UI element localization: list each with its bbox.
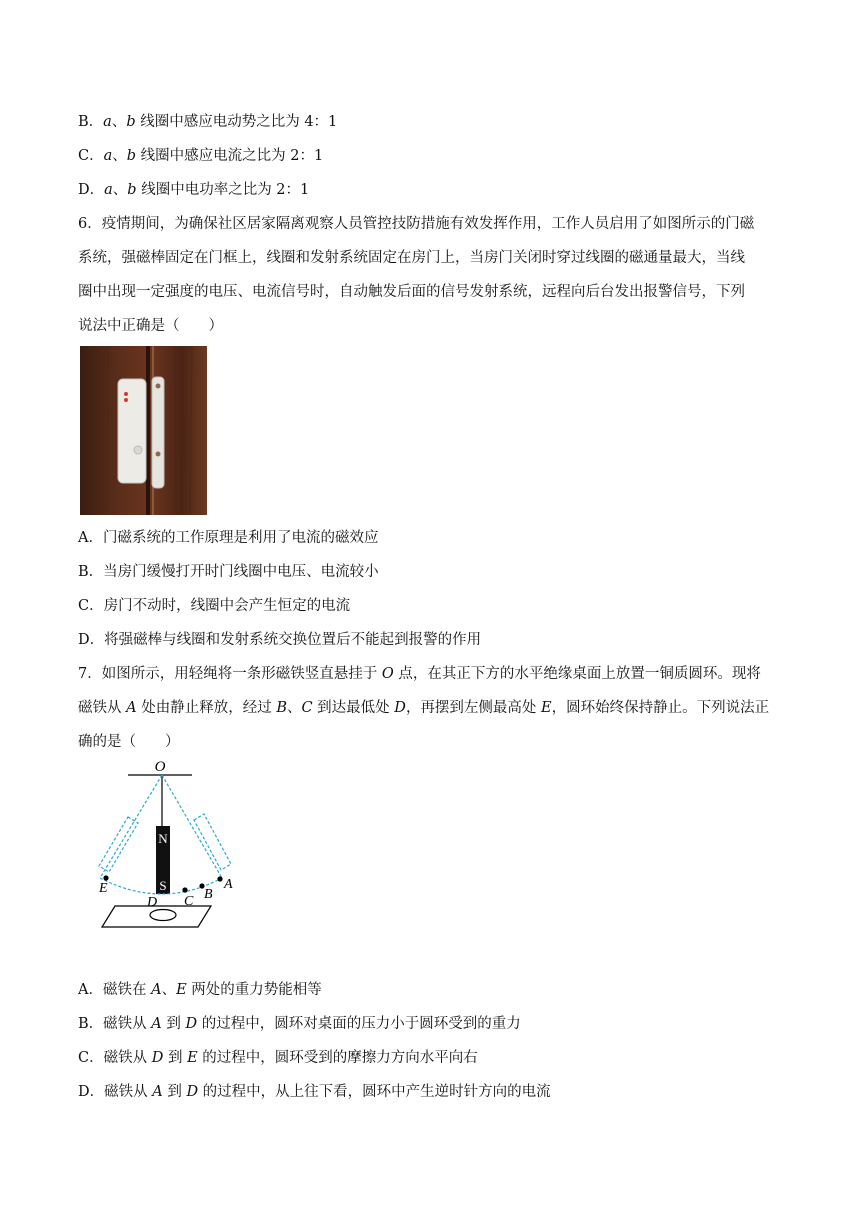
pendulum-magnet-diagram bbox=[86, 760, 256, 935]
q7-stem-line-3: 确的是（ ） bbox=[78, 734, 180, 750]
q6-option-c: C．房门不动时，线圈中会产生恒定的电流 bbox=[78, 598, 351, 614]
q6-stem-line-2: 系统，强磁棒固定在门框上，线圈和发射系统固定在房门上，当房门关闭时穿过线圈的磁通量最大，当线 bbox=[78, 250, 745, 266]
label-a: A bbox=[224, 877, 233, 892]
label-n: N bbox=[158, 831, 168, 846]
q7-stem-line-1: 7．如图所示，用轻绳将一条形磁铁竖直悬挂于 O 点，在其正下方的水平绝缘桌面上放置一铜质圆环。现将 bbox=[78, 666, 761, 682]
label-e: E bbox=[99, 881, 108, 896]
label-o: O bbox=[154, 760, 166, 775]
q7-option-c: C．磁铁从 D 到 E 的过程中，圆环受到的摩擦力方向水平向右 bbox=[78, 1050, 478, 1066]
q5-option-c: C．a、b 线圈中感应电流之比为 2：1 bbox=[78, 148, 324, 164]
label-s: S bbox=[159, 878, 167, 893]
q6-option-d: D．将强磁棒与线圈和发射系统交换位置后不能起到报警的作用 bbox=[78, 632, 482, 648]
q5-option-b: B．a、b 线圈中感应电动势之比为 4：1 bbox=[78, 114, 338, 130]
q7-option-b: B．磁铁从 A 到 D 的过程中，圆环对桌面的压力小于圆环受到的重力 bbox=[78, 1016, 521, 1032]
q6-option-b: B．当房门缓慢打开时门线圈中电压、电流较小 bbox=[78, 564, 379, 580]
q6-option-a: A．门磁系统的工作原理是利用了电流的磁效应 bbox=[78, 530, 379, 546]
q6-stem-line-1: 6．疫情期间，为确保社区居家隔离观察人员管控技防措施有效发挥作用，工作人员启用了如图所示的门磁 bbox=[78, 216, 755, 232]
q7-option-a: A．磁铁在 A、E 两处的重力势能相等 bbox=[78, 982, 322, 998]
label-b: B bbox=[204, 887, 213, 902]
label-d: D bbox=[147, 895, 158, 910]
door-magnet-photo bbox=[80, 346, 207, 515]
q5-option-d: D．a、b 线圈中电功率之比为 2：1 bbox=[78, 182, 310, 198]
label-c: C bbox=[184, 894, 194, 909]
q6-stem-line-3: 圈中出现一定强度的电压、电流信号时，自动触发后面的信号发射系统，远程向后台发出报警信号，下列 bbox=[78, 284, 745, 300]
q7-option-d: D．磁铁从 A 到 D 的过程中，从上往下看，圆环中产生逆时针方向的电流 bbox=[78, 1084, 551, 1100]
q6-stem-line-4: 说法中正确是（ ） bbox=[78, 318, 223, 334]
q7-stem-line-2: 磁铁从 A 处由静止释放，经过 B、C 到达最低处 D，再摆到左侧最高处 E，圆环始终保持静止。下列说法正 bbox=[78, 700, 770, 716]
